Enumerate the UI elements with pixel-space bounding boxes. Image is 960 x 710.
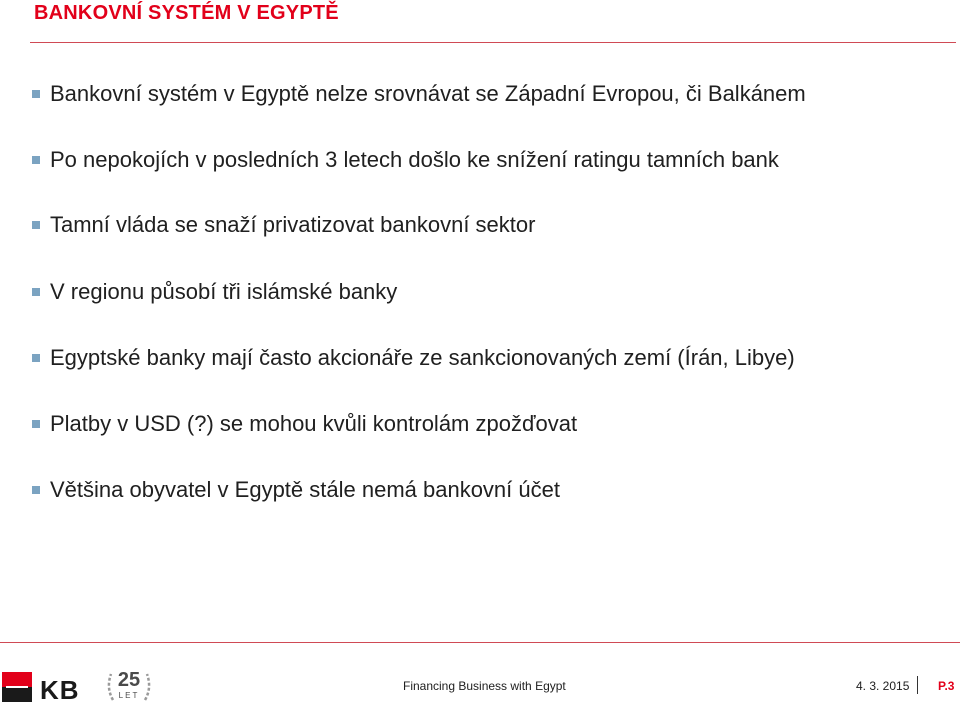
kb-logo-text: KB [40, 675, 80, 704]
bullet-item [32, 77, 806, 111]
bullet-item [32, 473, 560, 507]
bullet-item [32, 407, 577, 441]
bullet-item [32, 275, 397, 309]
presentation-date: 4. 3. 2015 [856, 679, 910, 693]
title-divider [30, 42, 956, 43]
bullet-item [32, 208, 535, 242]
bullet-square-icon [32, 221, 40, 229]
bullet-text: Po nepokojích v posledních 3 letech došlo ke snížení ratingu tamních bank [50, 147, 779, 172]
bullet-text: Egyptské banky mají často akcionáře ze sankcionovaných zemí (Írán, Libye) [50, 345, 795, 370]
anniversary-word: LET [118, 691, 140, 700]
bullet-square-icon [32, 288, 40, 296]
bullet-square-icon [32, 90, 40, 98]
bullet-text: Bankovní systém v Egyptě nelze srovnávat se Západní Evropou, či Balkánem [50, 81, 806, 106]
bullet-text: V regionu působí tři islámské banky [50, 279, 398, 304]
presentation-name: Financing Business with Egypt [403, 679, 566, 693]
bullet-item [32, 341, 795, 375]
page-number: P.3 [938, 679, 955, 693]
slide-title: BANKOVNÍ SYSTÉM V EGYPTĚ [34, 2, 339, 24]
anniversary-badge-icon [104, 660, 154, 708]
bullet-text: Platby v USD (?) se mohou kvůli kontrolám zpožďovat [50, 411, 578, 436]
footer-divider [0, 642, 960, 643]
bullet-square-icon [32, 156, 40, 164]
bullet-item [32, 143, 779, 177]
bullet-text: Tamní vláda se snaží privatizovat bankovní sektor [50, 212, 536, 237]
kb-logo-icon [2, 672, 98, 704]
bullet-square-icon [32, 486, 40, 494]
bullet-square-icon [32, 420, 40, 428]
bullet-square-icon [32, 354, 40, 362]
bullet-text: Většina obyvatel v Egyptě stále nemá bankovní účet [50, 477, 560, 502]
anniversary-number: 25 [117, 669, 141, 691]
footer-separator [917, 676, 918, 694]
